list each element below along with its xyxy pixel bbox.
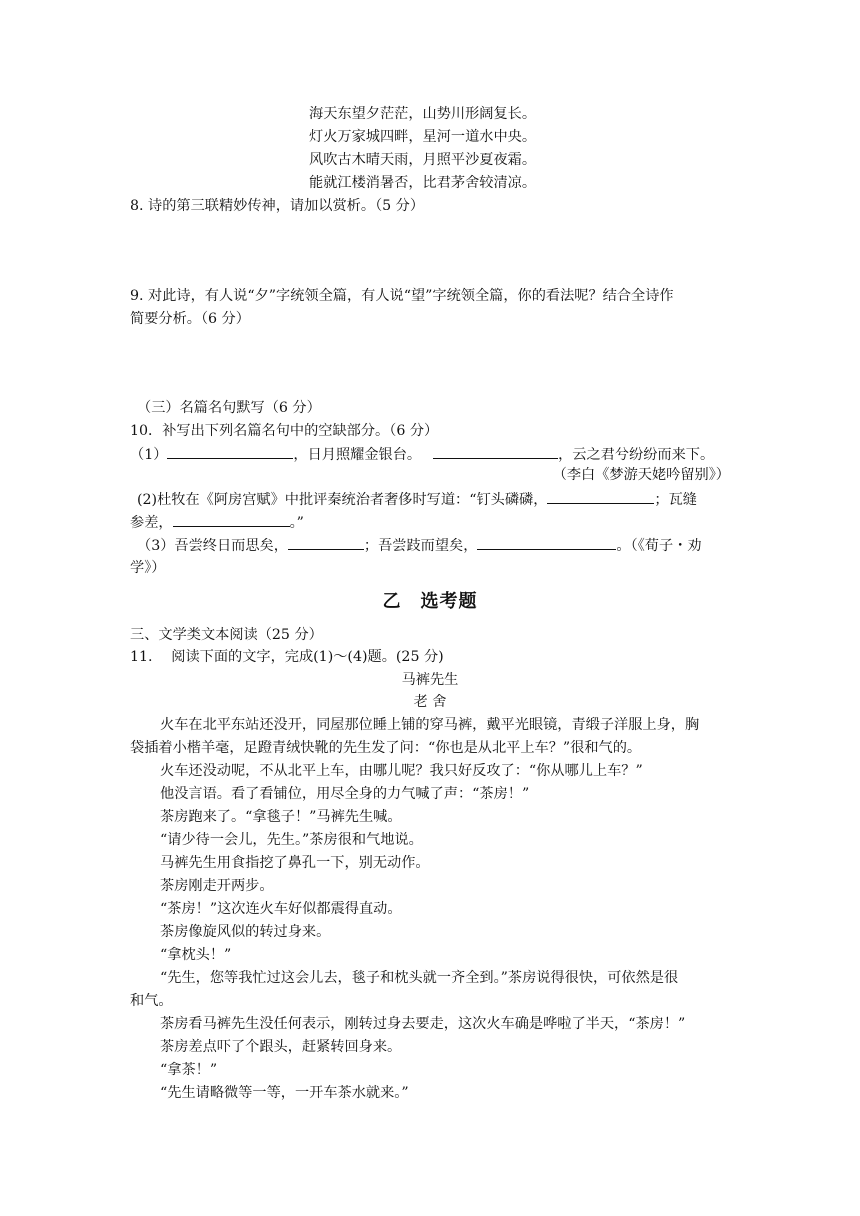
question-10-item-1 xyxy=(130,444,714,465)
item-prefix: （1） xyxy=(130,447,168,463)
question-9-line2: 简要分析。（6 分） xyxy=(130,311,250,327)
story-line: “茶房！”这次连火车好似都震得直动。 xyxy=(160,901,402,917)
story-line: “请少待一会儿，先生。”茶房很和气地说。 xyxy=(160,832,423,848)
question-10-item-2 xyxy=(137,489,697,510)
answer-blank[interactable] xyxy=(288,535,364,550)
item-text: 参差， xyxy=(130,515,173,531)
answer-blank[interactable] xyxy=(167,444,293,459)
question-10-item-3-cont: 学》） xyxy=(130,560,166,576)
story-line: 茶房差点吓了个跟头，赶紧转回身来。 xyxy=(160,1039,402,1055)
poem-line: 风吹古木晴天雨，月照平沙夏夜霜。 xyxy=(309,152,537,168)
story-line: 袋插着小楷羊毫，足蹬青绒快靴的先生发了问：“你也是从北平上车？”很和气的。 xyxy=(130,740,642,756)
story-line: 茶房看马裤先生没任何表示，刚转过身去要走，这次火车确是哗啦了半天，“茶房！” xyxy=(160,1016,686,1032)
story-line: 和气。 xyxy=(130,993,173,1009)
question-10-heading: 10．补写出下列名篇名句中的空缺部分。（6 分） xyxy=(130,423,439,439)
story-line: 他没言语。看了看铺位，用尽全身的力气喊了声：“茶房！” xyxy=(160,786,530,802)
story-line: “拿枕头！” xyxy=(160,947,232,963)
item-text: (2)杜牧在《阿房宫赋》中批评秦统治者奢侈时写道：“钉头磷磷， xyxy=(137,492,548,508)
section-heading: （三）名篇名句默写（6 分） xyxy=(137,400,321,416)
story-line: “先生，您等我忙过这会儿去，毯子和枕头就一齐全到。”茶房说得很快，可依然是很 xyxy=(160,970,679,986)
question-11-heading: 11. 阅读下面的文字，完成(1)～(4)题。(25 分) xyxy=(130,649,444,665)
question-10-item-3 xyxy=(137,535,702,556)
item-text: ；瓦缝 xyxy=(654,492,697,508)
story-title: 马裤先生 xyxy=(401,672,459,688)
part-title: 乙 选考题 xyxy=(382,591,478,612)
question-8: 8. 诗的第三联精妙传神，请加以赏析。（5 分） xyxy=(130,198,425,214)
item-text: 。（《荀子・劝 xyxy=(616,538,702,554)
section-heading: 三、文学类文本阅读（25 分） xyxy=(130,627,323,643)
answer-blank[interactable] xyxy=(173,512,290,527)
story-line: 茶房像旋风似的转过身来。 xyxy=(160,924,331,940)
question-9-line1: 9. 对此诗，有人说“夕”字统领全篇，有人说“望”字统领全篇，你的看法呢？结合全诗作 xyxy=(130,288,674,304)
story-line: “拿茶！” xyxy=(160,1062,218,1078)
story-line: 马裤先生用食指挖了鼻孔一下，别无动作。 xyxy=(160,855,430,871)
poem-line: 灯火万家城四畔，星河一道水中央。 xyxy=(309,129,537,145)
source-citation: （李白《梦游天姥吟留别》） xyxy=(552,467,730,483)
item-text: （3）吾尝终日而思矣， xyxy=(137,538,288,554)
item-text: ，日月照耀金银台。 xyxy=(293,447,422,463)
answer-blank[interactable] xyxy=(477,535,616,550)
question-10-item-2-cont xyxy=(130,512,304,533)
item-text: 。” xyxy=(289,515,304,531)
poem-line: 能就江楼消暑否，比君茅舍较清凉。 xyxy=(309,175,537,191)
answer-blank[interactable] xyxy=(433,444,558,459)
poem-line: 海天东望夕茫茫，山势川形阔复长。 xyxy=(309,106,537,122)
item-text: ，云之君兮纷纷而来下。 xyxy=(558,447,715,463)
story-line: 茶房刚走开两步。 xyxy=(160,878,274,894)
story-line: 火车还没动呢，不从北平上车，由哪儿呢？我只好反攻了：“你从哪儿上车？” xyxy=(160,763,643,779)
story-line: “先生请略微等一等，一开车茶水就来。” xyxy=(160,1085,409,1101)
story-author: 老 舍 xyxy=(413,694,447,710)
story-line: 茶房跑来了。“拿毯子！”马裤先生喊。 xyxy=(160,809,402,825)
item-text: ；吾尝跂而望矣， xyxy=(363,538,478,554)
story-line: 火车在北平东站还没开，同屋那位睡上铺的穿马裤，戴平光眼镜，青缎子洋服上身，胸 xyxy=(160,717,700,733)
answer-blank[interactable] xyxy=(547,489,654,504)
